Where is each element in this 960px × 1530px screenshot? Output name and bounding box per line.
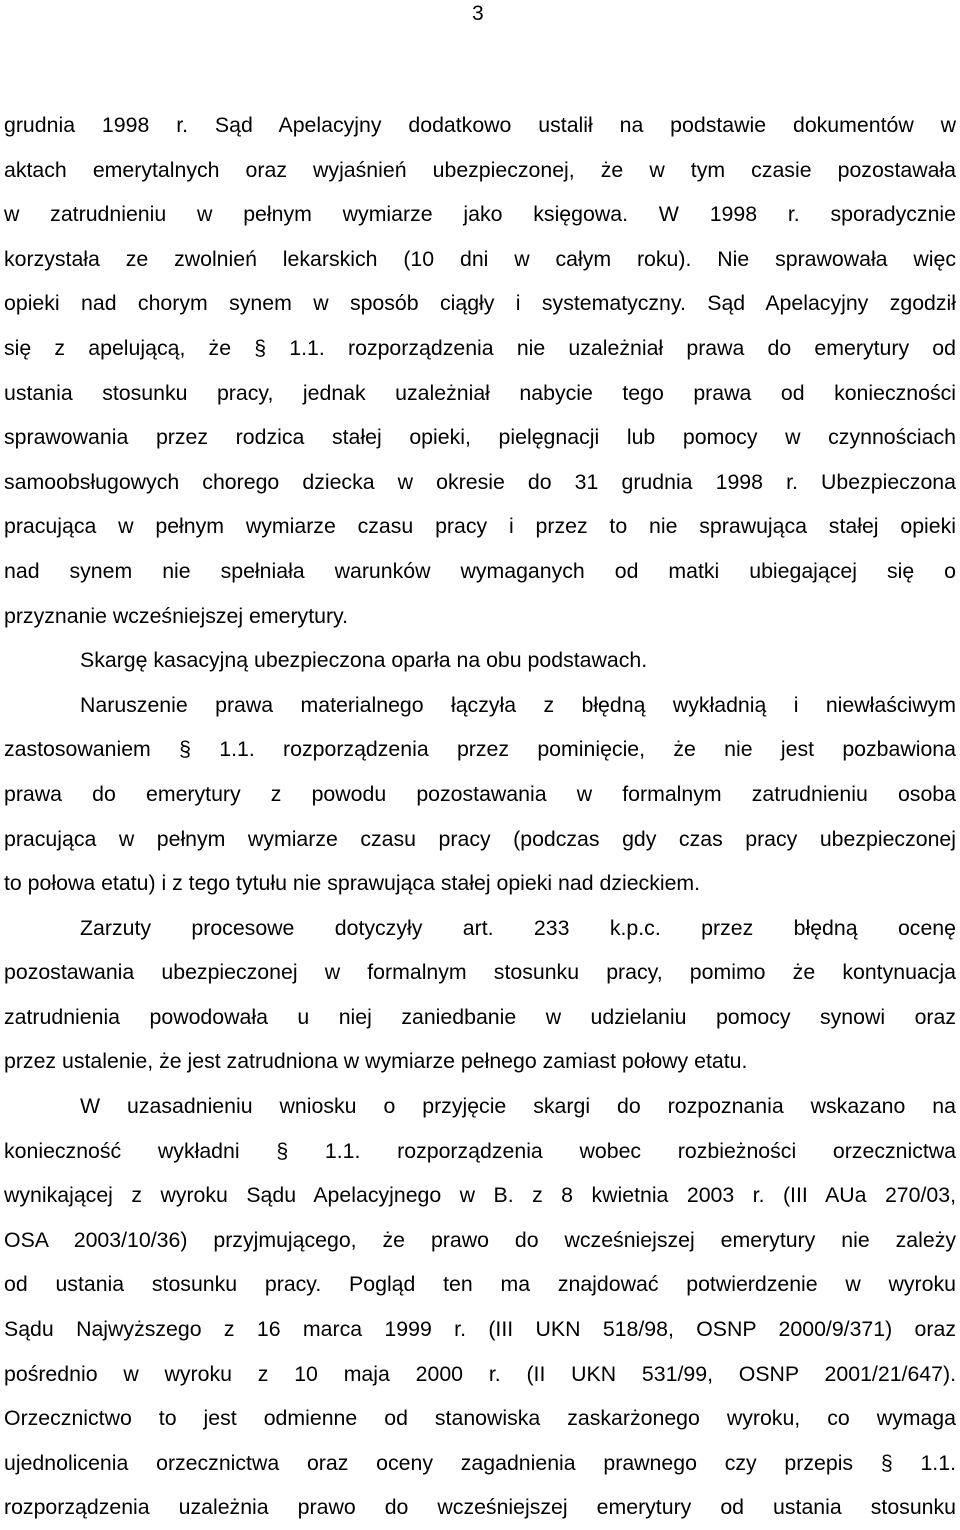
text-line: zatrudnienia powodowała u niej zaniedbanie w udzielaniu pomocy synowi oraz (4, 1004, 956, 1029)
text-line: Sądu Najwyższego z 16 marca 1999 r. (III UKN 518/98, OSNP 2000/9/371) oraz (4, 1317, 956, 1342)
body-text (4, 103, 956, 1530)
text-line: grudnia 1998 r. Sąd Apelacyjny dodatkowo ustalił na podstawie dokumentów w (4, 113, 956, 137)
text-line: przyznanie wcześniejszej emerytury. (4, 603, 349, 628)
text-line: Naruszenie prawa materialnego łączyła z błędną wykładnią i niewłaściwym (80, 692, 956, 717)
text-line: konieczność wykładni § 1.1. rozporządzenia wobec rozbieżności orzecznictwa (4, 1138, 956, 1163)
text-line: pracująca w pełnym wymiarze czasu pracy i przez to nie sprawująca stałej opieki (4, 514, 956, 539)
text-line: ustania stosunku pracy, jednak uzależniał nabycie tego prawa od konieczności (4, 380, 956, 405)
page-number: 3 (472, 2, 484, 25)
text-line: przez ustalenie, że jest zatrudniona w wymiarze pełnego zamiast połowy etatu. (4, 1049, 748, 1074)
text-line: korzystała ze zwolnień lekarskich (10 dni w całym roku). Nie sprawowała więc (4, 246, 956, 271)
text-line: rozporządzenia uzależnia prawo do wcześniejszej emerytury od ustania stosunku (4, 1495, 956, 1520)
text-line: opieki nad chorym synem w sposób ciągły i systematyczny. Sąd Apelacyjny zgodził (4, 291, 956, 316)
text-line: nad synem nie spełniała warunków wymaganych od matki ubiegającej się o (4, 558, 956, 583)
text-line: wynikającej z wyroku Sądu Apelacyjnego w B. z 8 kwietnia 2003 r. (III AUa 270/03, (4, 1183, 956, 1208)
text-line: to połowa etatu) i z tego tytułu nie sprawująca stałej opieki nad dzieckiem. (4, 871, 701, 896)
text-line: OSA 2003/10/36) przyjmującego, że prawo do wcześniejszej emerytury nie zależy (4, 1227, 956, 1252)
text-line: samoobsługowych chorego dziecka w okresie do 31 grudnia 1998 r. Ubezpieczona (4, 469, 956, 494)
text-line: pośrednio w wyroku z 10 maja 2000 r. (II UKN 531/99, OSNP 2001/21/647). (4, 1361, 956, 1386)
text-line: pozostawania ubezpieczonej w formalnym stosunku pracy, pomimo że kontynuacja (4, 960, 956, 985)
text-line: Zarzuty procesowe dotyczyły art. 233 k.p.c. przez błędną ocenę (80, 915, 956, 940)
text-line: pracująca w pełnym wymiarze czasu pracy (podczas gdy czas pracy ubezpieczonej (4, 826, 956, 851)
text-line: aktach emerytalnych oraz wyjaśnień ubezpieczonej, że w tym czasie pozostawała (4, 157, 956, 182)
text-line: się z apelującą, że § 1.1. rozporządzenia nie uzależniał prawa do emerytury od (4, 335, 956, 360)
text-line: zastosowaniem § 1.1. rozporządzenia przez pominięcie, że nie jest pozbawiona (4, 737, 956, 762)
text-line: ujednolicenia orzecznictwa oraz oceny zagadnienia prawnego czy przepis § 1.1. (4, 1450, 956, 1475)
text-line: W uzasadnieniu wniosku o przyjęcie skargi do rozpoznania wskazano na (80, 1094, 956, 1119)
text-line: sprawowania przez rodzica stałej opieki, pielęgnacji lub pomocy w czynnościach (4, 425, 956, 450)
text-line: od ustania stosunku pracy. Pogląd ten ma znajdować potwierdzenie w wyroku (4, 1272, 956, 1297)
text-line: Skargę kasacyjną ubezpieczona oparła na obu podstawach. (80, 648, 648, 673)
text-line: prawa do emerytury z powodu pozostawania w formalnym zatrudnieniu osoba (4, 781, 956, 806)
text-line: w zatrudnieniu w pełnym wymiarze jako księgowa. W 1998 r. sporadycznie (4, 202, 956, 227)
text-line: Orzecznictwo to jest odmienne od stanowiska zaskarżonego wyroku, co wymaga (4, 1406, 956, 1431)
